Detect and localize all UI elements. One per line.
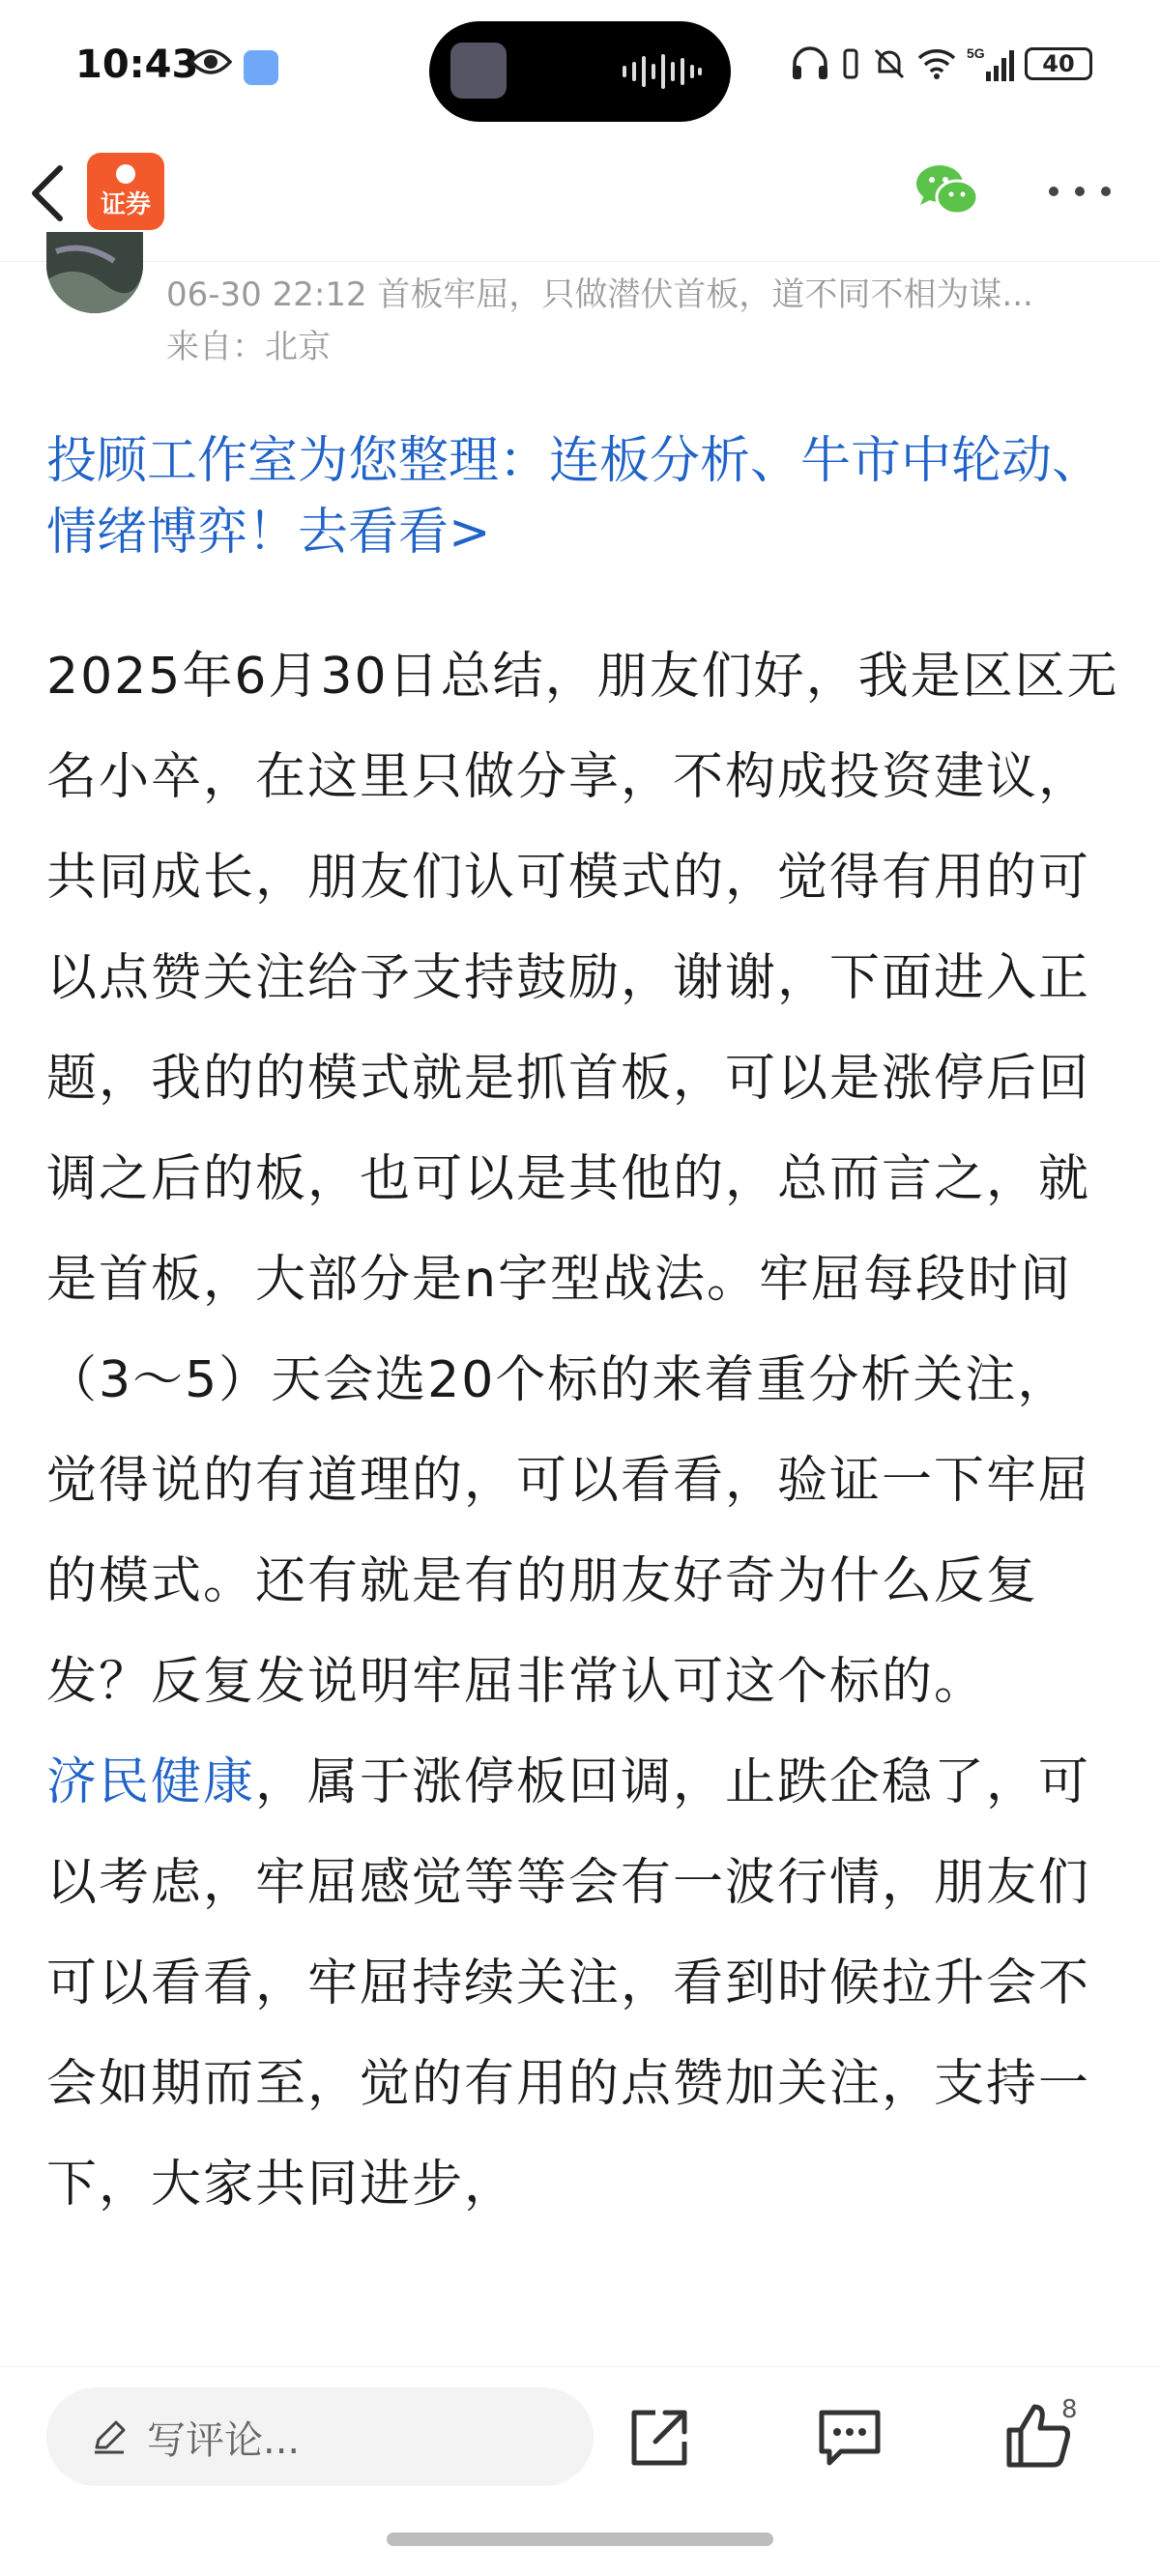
comment-input[interactable] — [46, 2388, 594, 2486]
wifi-icon — [916, 46, 957, 81]
article-paragraph-2: ，属于涨停板回调，止跌企稳了，可以考虑，牢屈感觉等等会有一波行情，朋友们可以看看，牢屈持续关注，看到时候拉升会不会如期而至，觉的有用的点赞加关注，支持一下，大家共同进步， — [46, 1753, 1091, 2214]
more-options-icon[interactable] — [1046, 182, 1114, 201]
svg-text:5G: 5G — [967, 45, 985, 61]
vibrate-icon — [839, 46, 862, 81]
status-bar — [0, 0, 1160, 145]
mute-bell-icon — [872, 46, 907, 81]
status-icons — [791, 43, 1092, 85]
logo-mark — [116, 164, 135, 184]
comment-placeholder: 写评论... — [147, 2417, 301, 2463]
app-logo[interactable] — [87, 153, 164, 230]
status-time: 10:43 — [75, 43, 199, 87]
post-location: 来自：北京 — [166, 328, 331, 366]
home-indicator[interactable] — [387, 2533, 773, 2546]
article-body — [46, 626, 1119, 2235]
article-paragraph: 2025年6月30日总结，朋友们好，我是区区无名小卒，在这里只做分享，不构成投资建议，共同成长，朋友们认可模式的，觉得有用的可以点赞关注给予支持鼓励，谢谢，下面进入正题，我的的模式就是抓首板，可以是涨停后回调之后的板，也可以是其他的，总而言之，就是首板，大部分是n字型战法。牢屈每段时间（3～5）天会选20个标的来着重分析关注，觉得说的有道理的，可以看看，验证一下牢屈的模式。还有就是有的朋友好奇为什么反复发？反复发说明牢屈非常认可这个标的。 — [46, 648, 1119, 1711]
signal-5g-icon — [967, 44, 1015, 83]
wechat-share-icon[interactable] — [914, 162, 980, 218]
headphones-icon — [791, 46, 829, 81]
pencil-icon — [91, 2418, 128, 2455]
dynamic-island[interactable] — [429, 21, 731, 122]
promo-link[interactable]: 投顾工作室为您整理：连板分析、牛市中轮动、情绪博弈！去看看> — [46, 432, 1103, 562]
post-meta: 06-30 22:12 首板牢屈，只做潜伏首板，道不同不相为谋... — [166, 275, 1033, 314]
author-avatar[interactable] — [46, 232, 143, 313]
avatar-image — [46, 232, 143, 313]
logo-text: 证券 — [100, 190, 151, 219]
comment-icon[interactable] — [816, 2407, 884, 2469]
audio-wave-icon — [621, 54, 704, 89]
stock-link[interactable]: 济民健康 — [46, 1753, 256, 1811]
app-header — [0, 145, 1160, 262]
back-arrow-icon[interactable] — [25, 162, 68, 224]
like-count: 8 — [1061, 2395, 1078, 2424]
share-icon[interactable] — [626, 2405, 692, 2471]
media-thumbnail — [450, 43, 507, 99]
app-notification-icon — [244, 50, 278, 85]
battery-icon: 40 — [1025, 47, 1092, 80]
eye-icon — [189, 46, 232, 77]
